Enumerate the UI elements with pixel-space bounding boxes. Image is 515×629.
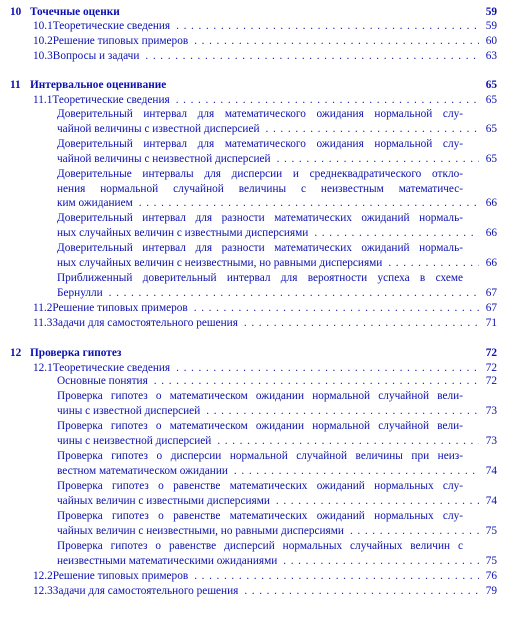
dot-leader [145,50,479,62]
subsection-page: 74 [485,464,497,477]
subsection-line: Доверительный интервал для математического ожидания нормальной слу- [57,138,463,150]
subsection-line: Основные понятия [57,375,148,387]
section-title: Теоретические сведения [52,94,170,106]
subsection-line: Бернулли [57,286,103,299]
subsection-line: Проверка гипотез о равенстве математических ожиданий нормальных слу- [57,480,463,492]
section-number: 11.2 [33,302,53,314]
subsection-last-line [57,152,497,167]
dot-leader [388,256,479,271]
subsection-page: 65 [485,152,497,165]
toc-subsection[interactable] [57,271,497,300]
section-page: 71 [485,317,497,329]
chapter-title: Интервальное оценивание [30,79,167,91]
subsection-line: чины с известной дисперсией [57,404,201,417]
section-number: 12.3 [33,585,53,597]
toc-subsection[interactable] [57,449,497,478]
section-page: 63 [485,50,497,62]
section-page: 67 [485,302,497,314]
subsection-last-line [57,196,497,211]
subsection-page: 65 [485,122,497,135]
chapter-number: 11 [10,79,21,91]
section-page: 65 [485,94,497,106]
subsection-page: 75 [485,554,497,567]
chapter-page: 59 [485,6,497,18]
section-number: 10.3 [33,50,53,62]
section-number: 10.1 [33,20,53,32]
dot-leader [234,464,479,479]
subsection-line: Доверительный интервал для математического ожидания нормальной слу- [57,108,463,120]
dot-leader [244,317,479,329]
subsection-last-line [57,434,497,449]
section-number: 11.3 [33,317,53,329]
section-title: Задачи для самостоятельного решения [52,317,238,329]
section-title: Вопросы и задачи [52,50,140,62]
toc-subsection[interactable] [57,167,497,211]
toc-section[interactable] [33,18,497,32]
toc-section[interactable] [33,568,497,582]
toc-subsection[interactable] [57,107,497,136]
section-page: 72 [485,362,497,374]
dot-leader [277,152,479,167]
section-title: Решение типовых примеров [52,302,188,314]
section-page: 79 [485,585,497,597]
dot-leader [154,374,479,389]
section-number: 11.1 [33,94,53,106]
toc-section[interactable] [33,360,497,374]
dot-leader [206,404,479,419]
subsection-last-line [57,226,497,241]
subsection-line: вестном математическом ожидании [57,464,228,477]
chapter-page: 72 [485,347,497,359]
subsection-page: 67 [485,286,497,299]
dot-leader [139,196,479,211]
dot-leader [283,554,479,569]
subsection-page: 66 [485,256,497,269]
toc-subsection[interactable] [57,539,497,568]
subsection-last-line [57,524,497,539]
section-title: Решение типовых примеров [52,35,189,47]
subsection-page: 73 [485,404,497,417]
toc-subsection[interactable] [57,509,497,538]
dot-leader [266,122,479,137]
subsection-line: ных случайных величин с известными дисперсиями [57,226,309,239]
dot-leader [244,585,479,597]
toc-section[interactable] [33,583,497,597]
subsection-last-line [57,256,497,271]
chapter-number: 10 [10,6,22,18]
subsection-last-line [57,286,497,301]
subsection-last-line [57,404,497,419]
subsection-line: Проверка гипотез о дисперсии нормальной случайной величины при неиз- [57,450,463,462]
subsection-page: 74 [485,494,497,507]
subsection-page: 66 [485,226,497,239]
toc-subsection[interactable] [57,389,497,418]
dot-leader [176,362,479,374]
subsection-line: чайных величин с известными дисперсиями [57,494,270,507]
subsection-last-line [57,464,497,479]
section-number: 10.2 [33,35,53,47]
subsection-line: Доверительный интервал для разности математических ожиданий нормаль- [57,242,463,254]
subsection-line: чайных величин с неизвестными, но равными дисперсиями [57,524,344,537]
subsection-line: ким ожиданием [57,197,133,209]
subsection-line: неизвестными математическими ожиданиями [57,554,278,567]
subsection-line: нения нормальной случайной величины с неизвестным математичес- [57,182,463,195]
section-page: 60 [485,35,497,47]
toc-subsection[interactable] [57,419,497,448]
section-number: 12.1 [33,362,53,374]
dot-leader [194,302,479,314]
subsection-last-line [57,374,497,389]
dot-leader [109,286,479,301]
section-title: Задачи для самостоятельного решения [52,585,239,597]
dot-leader [176,20,479,32]
subsection-last-line [57,554,497,569]
chapter-heading[interactable] [10,77,497,91]
section-title: Теоретические сведения [52,362,171,374]
subsection-line: Проверка гипотез о равенстве математических ожиданий нормальных слу- [57,510,463,522]
subsection-line: чины с неизвестной дисперсией [57,434,212,447]
dot-leader [217,434,479,449]
dot-leader [194,570,479,582]
subsection-line: Доверительный интервал для разности математических ожиданий нормаль- [57,212,463,224]
subsection-line: ных случайных величин с неизвестными, но равными дисперсиями [57,256,383,269]
chapter-heading[interactable] [10,4,497,18]
toc-subsection[interactable] [57,479,497,508]
section-number: 12.2 [33,570,53,582]
toc-subsection[interactable] [57,374,497,389]
toc-section[interactable] [33,92,497,106]
subsection-line: Доверительные интервалы для дисперсии и среднеквадратического откло- [57,168,463,180]
chapter-title: Точечные оценки [30,6,120,18]
subsection-line: чайной величины с известной дисперсией [57,122,260,135]
dot-leader [314,226,479,241]
toc-subsection[interactable] [57,137,497,166]
subsection-page: 73 [485,434,497,447]
subsection-line: Приближенный доверительный интервал для вероятности успеха в схеме [57,272,463,284]
subsection-line: чайной величины с неизвестной дисперсией [57,152,271,165]
subsection-page: 72 [485,375,497,387]
section-page: 59 [485,20,497,32]
dot-leader [176,94,479,106]
dot-leader [276,494,479,509]
subsection-line: Проверка гипотез о равенстве дисперсий нормальных случайных величин с [57,540,463,552]
chapter-heading[interactable] [10,345,497,359]
subsection-line: Проверка гипотез о математическом ожидании нормальной случайной вели- [57,390,463,402]
dot-leader [350,524,479,539]
toc-section[interactable] [33,33,497,47]
toc-section[interactable] [33,315,497,329]
subsection-page: 66 [485,197,497,209]
chapter-number: 12 [10,347,22,359]
toc-subsection[interactable] [57,211,497,240]
chapter-title: Проверка гипотез [30,347,122,359]
subsection-page: 75 [485,524,497,537]
section-page: 76 [485,570,497,582]
subsection-last-line [57,494,497,509]
subsection-last-line [57,122,497,137]
toc-section[interactable] [33,300,497,314]
chapter-page: 65 [485,79,497,91]
section-title: Решение типовых примеров [52,570,189,582]
toc-section[interactable] [33,48,497,62]
subsection-line: Проверка гипотез о математическом ожидании нормальной случайной вели- [57,420,463,432]
dot-leader [194,35,479,47]
section-title: Теоретические сведения [52,20,171,32]
toc-subsection[interactable] [57,241,497,270]
